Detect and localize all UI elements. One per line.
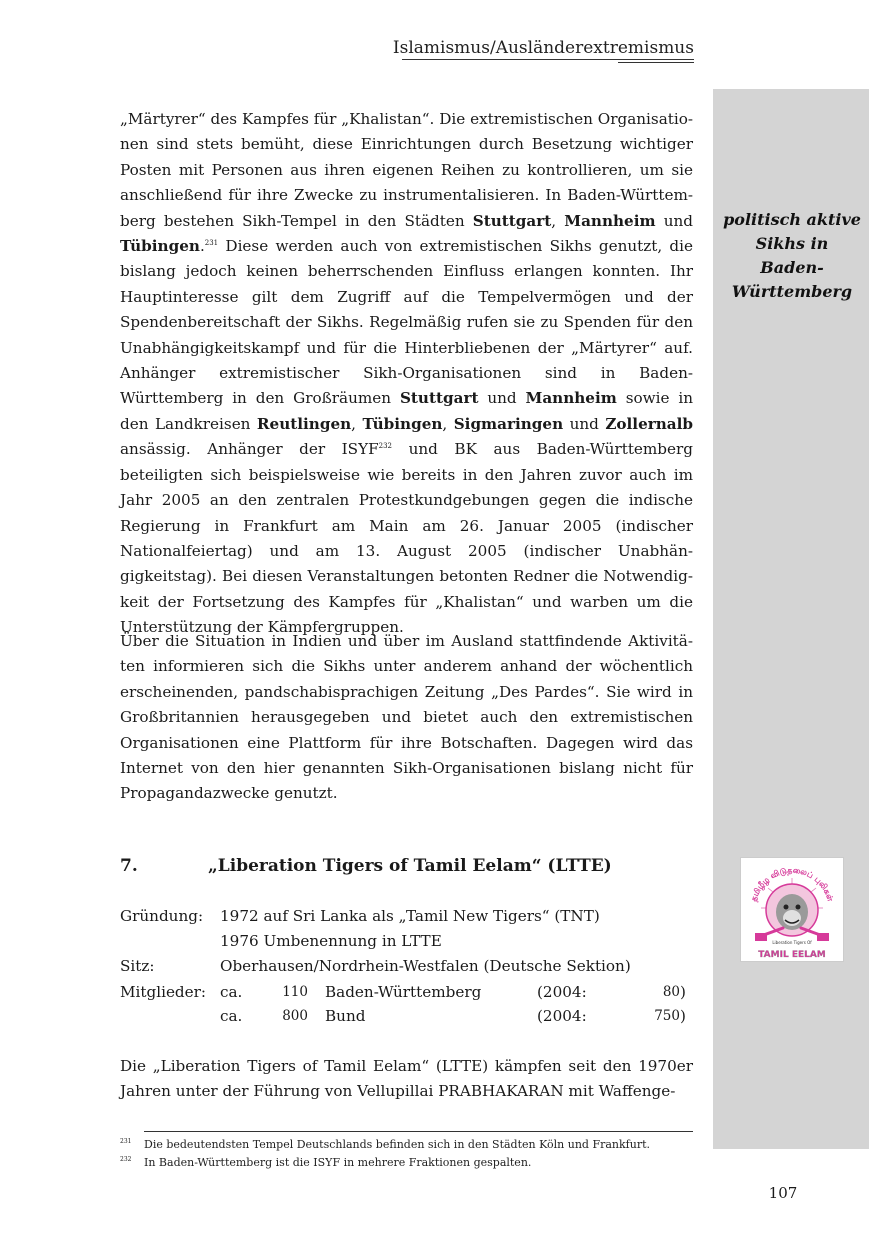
members-prev-count: 80 [662,984,680,1000]
footnote-ref: 232 [378,442,393,451]
members-count: 800 [282,1008,308,1024]
members-label: Mitglieder: [120,983,207,1001]
text: „Märtyrer“ des Kampfes für „Khalistan“. Die extremistischen Organisationen sind stets bemüht, diese Einrichtungen durch Besetzung wichtiger Posten mit Personen aus ihren eigenen Reihen zu kontrollieren, um sie anschließend für ihre Zwecke zu instrumentalisieren. In Baden-Württemberg bestehen Sikh-Tempel in den Städten [120,110,693,230]
text: , [551,211,565,230]
running-header: Islamismus/Ausländerextremismus [392,38,694,58]
members-close: ) [680,983,686,1001]
seat-value: Oberhausen/Nordrhein-Westfalen (Deutsche Sektion) [220,957,631,975]
members-count: 110 [282,984,308,1000]
members-region: Baden-Württemberg [325,983,482,1001]
footnote-text: Die bedeutendsten Tempel Deutschlands befinden sich in den Städten Köln und Frankfurt. [144,1138,650,1151]
margin-note [722,208,862,304]
place-name: Zollernalb [605,414,694,433]
members-row [120,980,686,1005]
footnote-number: 232 [120,1156,132,1163]
section-title: „Liberation Tigers of Tamil Eelam“ (LTTE) [208,856,612,876]
footnote-number: 231 [120,1138,132,1145]
margin-note-line: politisch aktive [723,210,861,229]
logo-tamil-text: தமிழீழ விடுதலைப் புலிகள் [749,865,835,903]
members-approx: ca. [220,1007,243,1025]
text: und [478,389,526,408]
text: , [351,414,363,433]
text: und [655,211,693,230]
footnote-text: In Baden-Württemberg ist die ISYF in mehrere Fraktionen gespalten. [144,1156,532,1169]
logo-tamil-eelam: TAMIL EELAM [758,950,826,960]
footnote-rule [144,1131,693,1132]
text: und [563,414,606,433]
founding-value: 1972 auf Sri Lanka als „Tamil New Tigers“ (TNT) [220,907,600,925]
text: Diese werden auch von extremistischen Sikhs genutzt, die bislang jedoch keinen beherrschenden Einfluss erlangen konnten. Ihr Hauptinteresse gilt dem Zugriff auf die Tempelvermögen und der Spendenbereitschaft der Sikhs. Regelmäßig rufen sie zu Spenden für den Unabhängigkeitskampf und für die Hinterbliebenen der „Märtyrer“ auf. Anhänger extremistischer Sikh-Organisationen sind in Baden-Württemberg in den Großräumen [120,237,693,408]
text: . [199,237,205,256]
margin-note-line: Württemberg [731,282,853,301]
members-region: Bund [325,1007,366,1025]
members-prev-year: (2004: [537,983,587,1001]
logo-small-text: Liberation Tigers Of [772,940,812,945]
paragraph-des-pardes: Über die Situation in Indien und über im Ausland stattfindende Aktivitäten informieren sich die Sikhs unter anderem anhand der wöchentlich erscheinenden, pandschabisprachigen Zeitung „Des Pardes“. Sie wird in Großbritannien herausgegeben und bietet auch den extremistischen Organisationen eine Plattform für ihre Botschaften. Dagegen wird das Internet von den hier genannten Sikh-Organisationen bislang nicht für Propagandazwecke genutzt. [120,632,693,803]
header-rule-short [618,62,694,63]
header-rule [402,59,694,60]
place-name: Sigmaringen [453,414,564,433]
paragraph-ltte-intro: Die „Liberation Tigers of Tamil Eelam“ (LTTE) kämpfen seit den 1970er Jahren unter der Führung von Vellupillai PRABHAKARAN mit Waffenge- [120,1057,693,1101]
text: ansässig. Anhänger der ISYF [120,440,379,459]
seat-label: Sitz: [120,957,155,975]
founding-value-2: 1976 Umbenennung in LTTE [220,932,442,950]
place-name: Stuttgart [472,211,552,230]
place-name: Stuttgart [399,389,479,408]
members-row [120,1004,686,1029]
page-number: 107 [768,1184,798,1202]
margin-note-line: Sikhs in Baden- [755,234,829,277]
members-close: ) [680,1007,686,1025]
members-prev-count: 750 [654,1008,680,1024]
text: und BK aus Baden-Württemberg beteiligten sich beispielsweise wie bereits in den Jahren zuvor auch im Jahr 2005 an den zentralen Protestkundgebungen gegen die indische Regierung in Frankfurt am Main am 26. Januar 2005 (indischer Nationalfeiertag) und am 13. August 2005 (indischer Unabhängigkeitstag). Bei diesen Veranstaltungen betonten Redner die Notwendigkeit der Fortsetzung des Kampfes für „Khalistan“ und warben um die Unterstützung der Kämpfergruppen. [120,440,693,637]
section-number: 7. [120,856,138,876]
founding-label: Gründung: [120,907,204,925]
text: , [442,414,454,433]
place-name: Mannheim [525,389,617,408]
place-name: Tübingen [362,414,443,433]
text: sowie in den Landkreisen [120,389,693,433]
ltte-logo [740,857,844,962]
paragraph-sikh-temples [120,107,693,641]
place-name: Mannheim [564,211,656,230]
members-approx: ca. [220,983,243,1001]
members-prev-year: (2004: [537,1007,587,1025]
footnote-ref: 231 [204,238,219,247]
place-name: Reutlingen [256,414,352,433]
place-name: Tübingen [120,237,200,256]
tiger-emblem-icon [741,858,843,961]
